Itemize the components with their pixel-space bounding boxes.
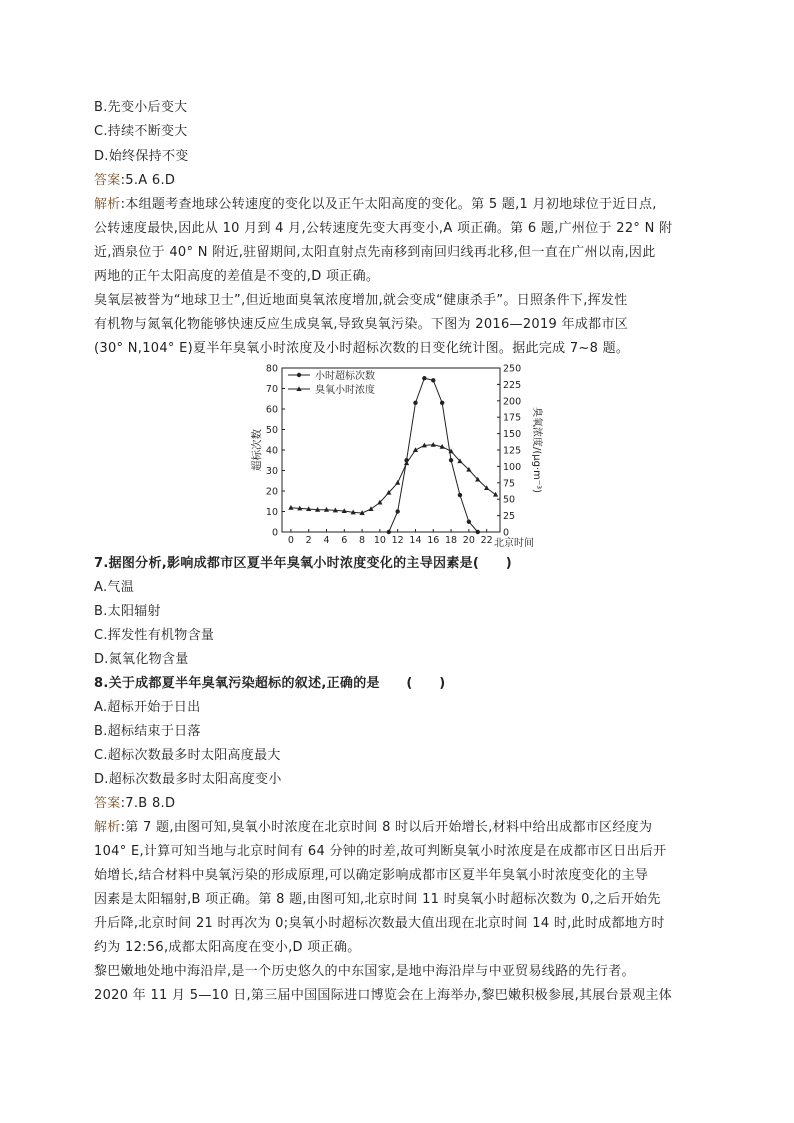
q7-option-c: C.挥发性有机物含量 — [94, 628, 215, 643]
x-tick-label: 6 — [341, 535, 348, 546]
y2-tick-label: 150 — [503, 429, 522, 441]
x-tick-label: 4 — [323, 535, 330, 546]
y2-tick-label: 0 — [503, 527, 510, 539]
x-tick-label: 12 — [391, 535, 404, 546]
answer-text: :5.A 6.D — [120, 173, 176, 188]
y-tick-label: 80 — [265, 363, 278, 375]
x-tick-label: 8 — [359, 535, 366, 546]
y-tick-label: 40 — [265, 445, 278, 457]
series-line-2 — [291, 445, 496, 513]
exceed-count-point — [422, 376, 426, 380]
answer-label: 答案 — [94, 173, 121, 188]
y-tick-label: 70 — [265, 384, 278, 395]
y2-tick-label: 50 — [503, 494, 516, 506]
answer-5-6 — [94, 173, 704, 189]
analysis-7-8-line-4: 因素是太阳辐射,B 项正确。第 8 题,由图可知,北京时间 11 时臭氧小时超标次数为 0,之后开始先 — [94, 892, 661, 907]
analysis-5-6-line-1 — [94, 197, 704, 213]
exceed-count-point — [387, 530, 391, 534]
q8-option-b: B.超标结束于日落 — [94, 724, 201, 739]
q8-stem: 8.关于成都夏半年臭氧污染超标的叙述,正确的是 ( ) — [94, 676, 446, 691]
answer-7-8 — [94, 796, 704, 812]
material-2-line-1: 黎巴嫩地处地中海沿岸,是一个历史悠久的中东国家,是地中海沿岸与中亚贸易线路的先行者。 — [94, 964, 635, 979]
y2-tick-label: 175 — [503, 412, 522, 424]
x-tick-label: 2 — [305, 535, 312, 546]
exceed-count-point — [440, 401, 444, 405]
x-axis-label: 北京时间 — [494, 538, 534, 549]
y-tick-label: 30 — [265, 466, 278, 477]
series-line-1 — [389, 378, 478, 532]
analysis-7-8-line-1 — [94, 820, 704, 836]
y-tick-label: 0 — [271, 527, 278, 539]
material-1-line-1: 臭氧层被誉为“地球卫士”,但近地面臭氧浓度增加,就会变成“健康杀手”。日照条件下,挥发性 — [94, 293, 628, 308]
analysis-7-8-line-3: 始增长,结合材料中臭氧污染的形成原理,可以确定影响成都市区夏半年臭氧小时浓度变化的主导 — [94, 868, 649, 883]
q7-stem: 7.据图分析,影响成都市区夏半年臭氧小时浓度变化的主导因素是( ) — [94, 556, 513, 571]
q5-option-b: B.先变小后变大 — [94, 100, 188, 115]
legend-label-ozone: 臭氧小时浓度 — [315, 385, 375, 396]
exceed-count-point — [467, 520, 471, 524]
y-axis-label: 超标次数 — [251, 429, 263, 471]
material-2-line-2: 2020 年 11 月 5—10 日,第三届中国国际进口博览会在上海举办,黎巴嫩积极参展,其展台景观主体 — [94, 988, 673, 1003]
ozone-conc-point — [395, 480, 400, 485]
x-tick-label: 18 — [445, 535, 458, 546]
y2-axis-label: 臭氧浓度/(μg·m⁻³) — [531, 406, 542, 494]
analysis-5-6-line-4: 两地的正午太阳高度的差值是不变的,D 项正确。 — [94, 269, 380, 284]
ozone-conc-point — [288, 505, 293, 510]
analysis-label: 解析 — [94, 197, 121, 212]
analysis-7-8-line-6: 约为 12:56,成都太阳高度在变小,D 项正确。 — [94, 940, 361, 955]
x-tick-label: 0 — [287, 535, 294, 546]
q5-option-d: D.始终保持不变 — [94, 149, 189, 164]
analysis-5-6-line-2: 公转速度最快,因此从 10 月到 4 月,公转速度先变大再变小,A 项正确。第 6 题,广州位于 22° N 附 — [94, 221, 673, 236]
y2-tick-label: 100 — [503, 461, 522, 473]
exceed-count-point — [431, 378, 435, 382]
analysis-text: :本组题考查地球公转速度的变化以及正午太阳高度的变化。第 5 题,1 月初地球位于近日点, — [120, 197, 657, 212]
y2-tick-label: 25 — [503, 511, 516, 523]
y-tick-label: 20 — [265, 486, 278, 498]
q8-option-c: C.超标次数最多时太阳高度最大 — [94, 748, 281, 763]
analysis-text: :第 7 题,由图可知,臭氧小时浓度在北京时间 8 时以后开始增长,材料中给出成都市区经度为 — [120, 820, 653, 835]
exceed-count-point — [413, 401, 417, 405]
answer-label: 答案 — [94, 796, 121, 811]
y-tick-label: 10 — [265, 507, 278, 518]
ozone-chart — [248, 360, 548, 550]
x-tick-label: 16 — [427, 535, 440, 546]
q7-option-d: D.氮氧化物含量 — [94, 652, 189, 667]
ozone-conc-point — [493, 492, 498, 497]
material-1-line-2: 有机物与氮氧化物能够快速反应生成臭氧,导致臭氧污染。下图为 2016—2019 年成都市区 — [94, 317, 629, 332]
exceed-count-point — [449, 458, 453, 462]
analysis-7-8-line-2: 104° E,计算可知当地与北京时间有 64 分钟的时差,故可判断臭氧小时浓度是在成都市区日出后开 — [94, 844, 667, 859]
legend-marker-circle — [297, 373, 301, 377]
x-tick-label: 20 — [462, 535, 475, 546]
y2-tick-label: 75 — [503, 478, 516, 490]
analysis-7-8-line-5: 升后降,北京时间 21 时再次为 0;臭氧小时超标次数最大值出现在北京时间 14 时,此时成都地方时 — [94, 916, 665, 931]
y-tick-label: 50 — [265, 425, 278, 436]
exceed-count-point — [395, 509, 399, 513]
ozone-conc-point — [368, 506, 373, 511]
ozone-chart-svg — [248, 360, 548, 550]
analysis-label: 解析 — [94, 820, 121, 835]
analysis-5-6-line-3: 近,酒泉位于 40° N 附近,驻留期间,太阳直射点先南移到南回归线再北移,但一直在广州以南,因此 — [94, 245, 656, 260]
q8-option-d: D.超标次数最多时太阳高度变小 — [94, 772, 282, 787]
y-tick-label: 60 — [265, 404, 278, 416]
legend-label-exceed: 小时超标次数 — [315, 371, 375, 382]
q5-option-c: C.持续不断变大 — [94, 124, 188, 139]
ozone-conc-point — [431, 442, 436, 447]
q7-option-b: B.太阳辐射 — [94, 604, 161, 619]
answer-text: :7.B 8.D — [120, 796, 176, 811]
material-1-line-3: (30° N,104° E)夏半年臭氧小时浓度及小时超标次数的日变化统计图。据此完成 7~8 题。 — [94, 341, 630, 356]
q7-option-a: A.气温 — [94, 580, 134, 595]
y2-tick-label: 250 — [503, 363, 522, 375]
exceed-count-point — [458, 493, 462, 497]
y2-tick-label: 125 — [503, 445, 522, 457]
x-tick-label: 14 — [409, 535, 422, 546]
y2-tick-label: 200 — [503, 396, 522, 408]
q8-option-a: A.超标开始于日出 — [94, 700, 201, 715]
x-tick-label: 10 — [373, 535, 386, 546]
exceed-count-point — [476, 530, 480, 534]
x-tick-label: 22 — [480, 535, 493, 546]
y2-tick-label: 225 — [503, 379, 522, 391]
